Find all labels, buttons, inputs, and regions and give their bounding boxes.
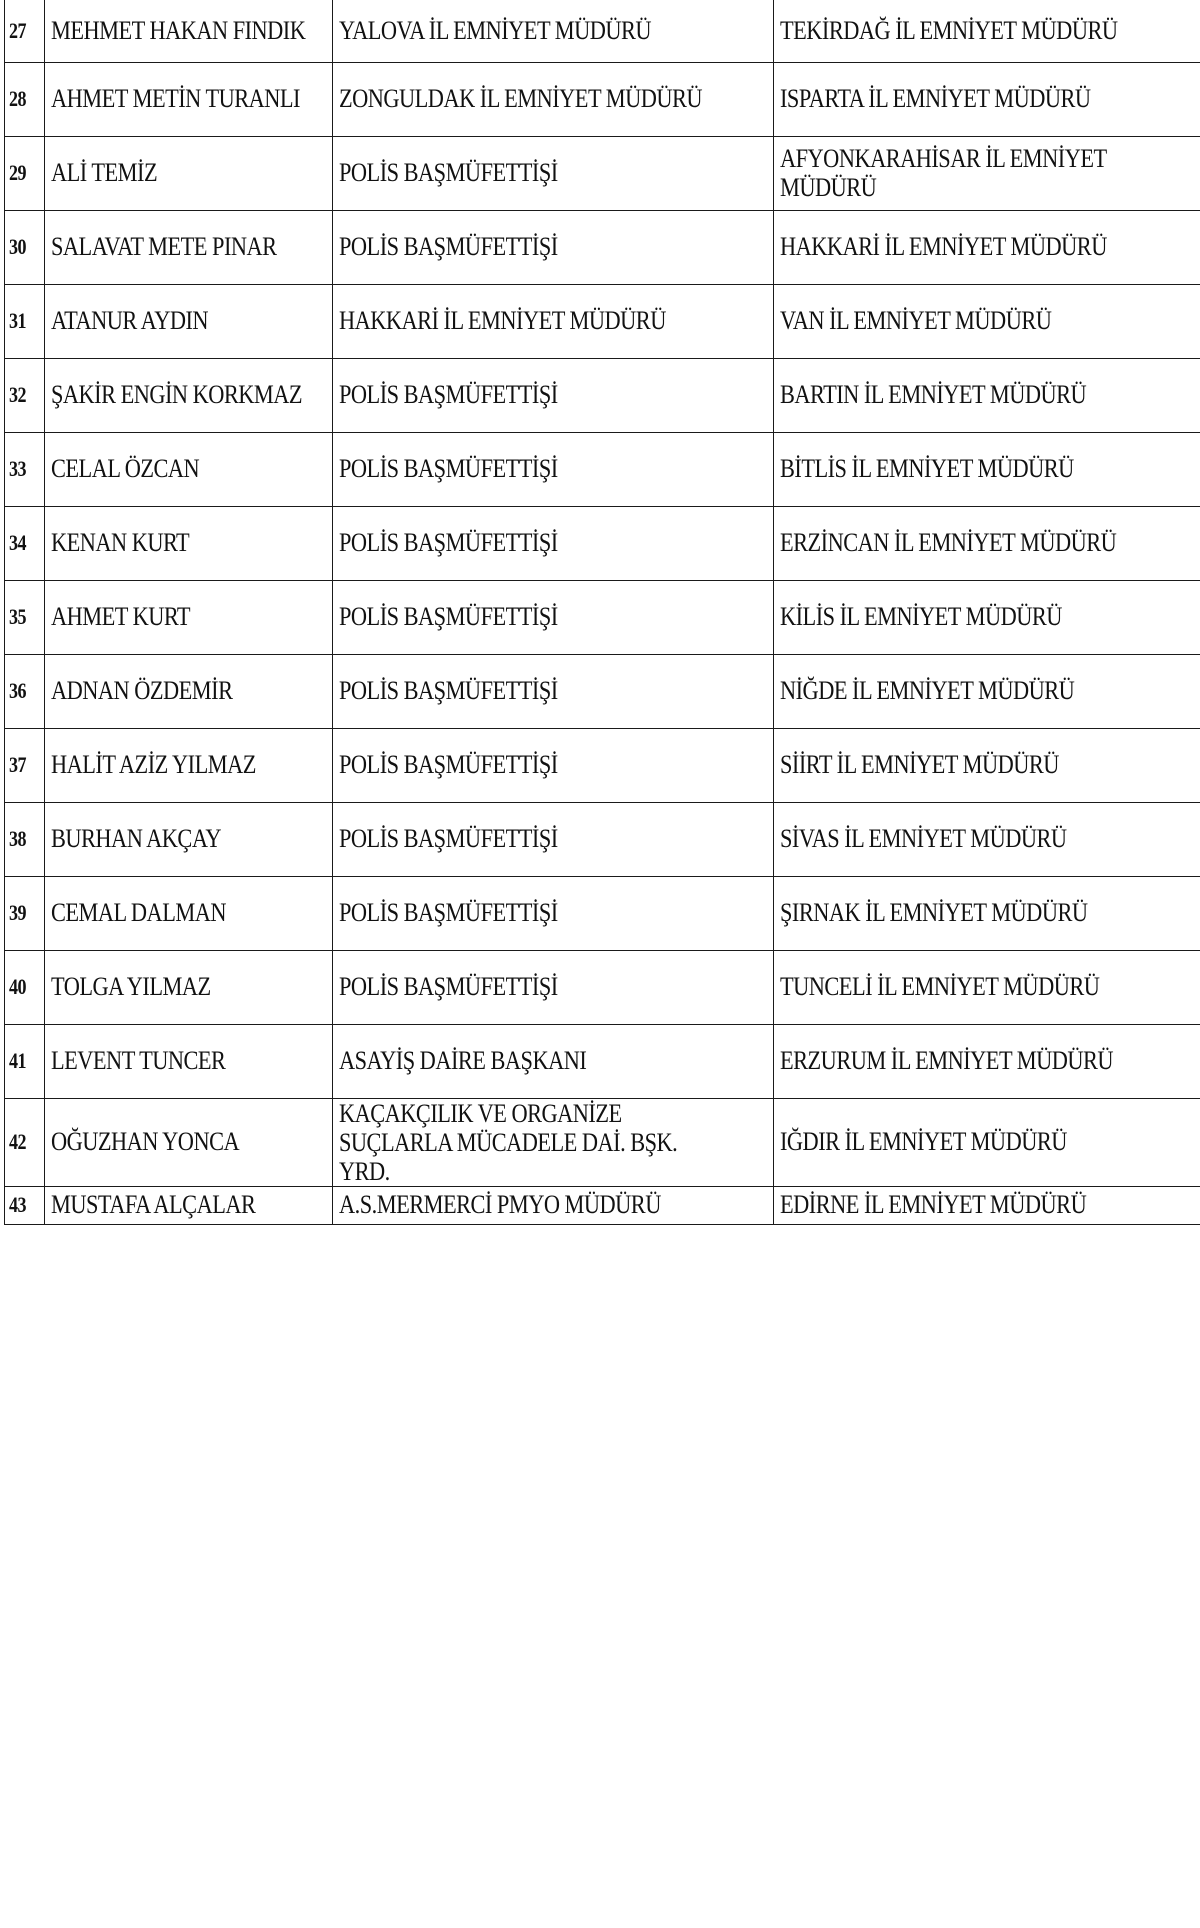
current-post: POLİS BAŞMÜFETTİŞİ (333, 358, 774, 432)
new-post: KİLİS İL EMNİYET MÜDÜRÜ (774, 580, 1200, 654)
row-number: 28 (5, 62, 45, 136)
current-post: POLİS BAŞMÜFETTİŞİ (333, 580, 774, 654)
person-name: BURHAN AKÇAY (45, 802, 333, 876)
current-post: POLİS BAŞMÜFETTİŞİ (333, 432, 774, 506)
person-name: TOLGA YILMAZ (45, 950, 333, 1024)
current-post: POLİS BAŞMÜFETTİŞİ (333, 950, 774, 1024)
row-number: 27 (5, 0, 45, 62)
row-number: 40 (5, 950, 45, 1024)
table-row (5, 654, 1200, 728)
new-post: ŞIRNAK İL EMNİYET MÜDÜRÜ (774, 876, 1200, 950)
assignment-table (4, 0, 1200, 1225)
table-row (5, 210, 1200, 284)
current-post: POLİS BAŞMÜFETTİŞİ (333, 876, 774, 950)
current-post: POLİS BAŞMÜFETTİŞİ (333, 802, 774, 876)
current-post: ASAYİŞ DAİRE BAŞKANI (333, 1024, 774, 1098)
new-post: VAN İL EMNİYET MÜDÜRÜ (774, 284, 1200, 358)
new-post: TUNCELİ İL EMNİYET MÜDÜRÜ (774, 950, 1200, 1024)
new-post: BİTLİS İL EMNİYET MÜDÜRÜ (774, 432, 1200, 506)
row-number: 42 (5, 1098, 45, 1186)
current-post: POLİS BAŞMÜFETTİŞİ (333, 654, 774, 728)
table-row (5, 358, 1200, 432)
person-name: CEMAL DALMAN (45, 876, 333, 950)
current-post: A.S.MERMERCİ PMYO MÜDÜRÜ (333, 1186, 774, 1224)
current-post: ZONGULDAK İL EMNİYET MÜDÜRÜ (333, 62, 774, 136)
table-row (5, 1098, 1200, 1186)
new-post: AFYONKARAHİSAR İL EMNİYET MÜDÜRÜ (774, 136, 1200, 210)
person-name: LEVENT TUNCER (45, 1024, 333, 1098)
person-name: CELAL ÖZCAN (45, 432, 333, 506)
row-number: 30 (5, 210, 45, 284)
new-post: ISPARTA İL EMNİYET MÜDÜRÜ (774, 62, 1200, 136)
current-post: YALOVA İL EMNİYET MÜDÜRÜ (333, 0, 774, 62)
table-row (5, 1186, 1200, 1224)
person-name: ATANUR AYDIN (45, 284, 333, 358)
current-post: POLİS BAŞMÜFETTİŞİ (333, 136, 774, 210)
person-name: HALİT AZİZ YILMAZ (45, 728, 333, 802)
table-row (5, 136, 1200, 210)
table-row (5, 432, 1200, 506)
row-number: 41 (5, 1024, 45, 1098)
person-name: AHMET KURT (45, 580, 333, 654)
table-row (5, 0, 1200, 62)
table-row (5, 506, 1200, 580)
row-number: 32 (5, 358, 45, 432)
new-post: HAKKARİ İL EMNİYET MÜDÜRÜ (774, 210, 1200, 284)
table-row (5, 876, 1200, 950)
row-number: 39 (5, 876, 45, 950)
person-name: ADNAN ÖZDEMİR (45, 654, 333, 728)
table-row (5, 802, 1200, 876)
person-name: ŞAKİR ENGİN KORKMAZ (45, 358, 333, 432)
new-post: ERZURUM İL EMNİYET MÜDÜRÜ (774, 1024, 1200, 1098)
row-number: 38 (5, 802, 45, 876)
person-name: AHMET METİN TURANLI (45, 62, 333, 136)
current-post: POLİS BAŞMÜFETTİŞİ (333, 506, 774, 580)
new-post: EDİRNE İL EMNİYET MÜDÜRÜ (774, 1186, 1200, 1224)
new-post: NİĞDE İL EMNİYET MÜDÜRÜ (774, 654, 1200, 728)
person-name: ALİ TEMİZ (45, 136, 333, 210)
table-row (5, 284, 1200, 358)
row-number: 34 (5, 506, 45, 580)
new-post: ERZİNCAN İL EMNİYET MÜDÜRÜ (774, 506, 1200, 580)
person-name: MEHMET HAKAN FINDIK (45, 0, 333, 62)
table-row (5, 950, 1200, 1024)
table-row (5, 580, 1200, 654)
person-name: OĞUZHAN YONCA (45, 1098, 333, 1186)
row-number: 36 (5, 654, 45, 728)
row-number: 43 (5, 1186, 45, 1224)
new-post: SİVAS İL EMNİYET MÜDÜRÜ (774, 802, 1200, 876)
current-post: KAÇAKÇILIK VE ORGANİZE SUÇLARLA MÜCADELE DAİ. BŞK. YRD. (333, 1098, 774, 1186)
person-name: SALAVAT METE PINAR (45, 210, 333, 284)
row-number: 33 (5, 432, 45, 506)
person-name: KENAN KURT (45, 506, 333, 580)
new-post: SİİRT İL EMNİYET MÜDÜRÜ (774, 728, 1200, 802)
new-post: BARTIN İL EMNİYET MÜDÜRÜ (774, 358, 1200, 432)
current-post: POLİS BAŞMÜFETTİŞİ (333, 210, 774, 284)
row-number: 35 (5, 580, 45, 654)
table-row (5, 728, 1200, 802)
row-number: 29 (5, 136, 45, 210)
table-row (5, 62, 1200, 136)
current-post: HAKKARİ İL EMNİYET MÜDÜRÜ (333, 284, 774, 358)
new-post: IĞDIR İL EMNİYET MÜDÜRÜ (774, 1098, 1200, 1186)
new-post: TEKİRDAĞ İL EMNİYET MÜDÜRÜ (774, 0, 1200, 62)
table-row (5, 1024, 1200, 1098)
row-number: 31 (5, 284, 45, 358)
person-name: MUSTAFA ALÇALAR (45, 1186, 333, 1224)
current-post: POLİS BAŞMÜFETTİŞİ (333, 728, 774, 802)
row-number: 37 (5, 728, 45, 802)
